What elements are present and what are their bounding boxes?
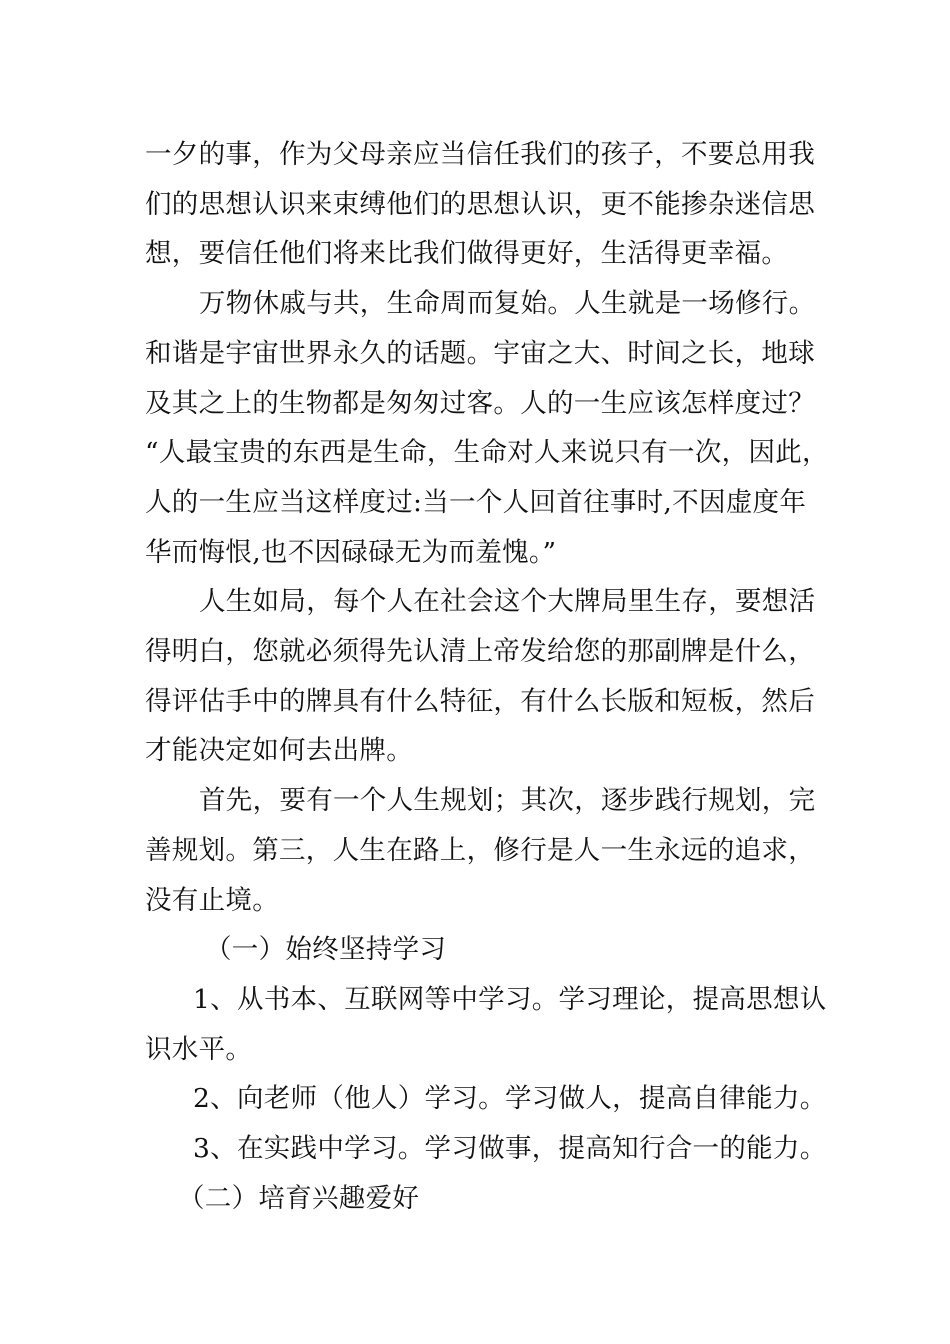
paragraph xyxy=(145,975,827,1074)
text-line: 们的思想认识来束缚他们的思想认识，更不能掺杂迷信思 xyxy=(145,188,815,220)
heading-line: （一）始终坚持学习 xyxy=(205,934,447,966)
text-line: 3、在实践中学习。学习做事，提高知行合一的能力。 xyxy=(193,1133,827,1165)
paragraph xyxy=(145,130,815,279)
text-line: 和谐是宇宙世界永久的话题。宇宙之大、时间之长，地球 xyxy=(145,337,815,369)
text-line: 善规划。第三，人生在路上，修行是人一生永远的追求， xyxy=(145,834,815,866)
text-line: 及其之上的生物都是匆匆过客。人的一生应该怎样度过？ xyxy=(145,387,815,419)
text-line: 华而悔恨,也不因碌碌无为而羞愧。” xyxy=(145,536,557,568)
text-line: 想，要信任他们将来比我们做得更好，生活得更幸福。 xyxy=(145,238,789,270)
text-line: 1、从书本、互联网等中学习。学习理论，提高思想认 xyxy=(193,983,827,1015)
text-line: 没有止境。 xyxy=(145,884,279,916)
text-line: 万物休戚与共，生命周而复始。人生就是一场修行。 xyxy=(199,288,816,320)
paragraph xyxy=(145,1124,827,1174)
text-line: 得评估手中的牌具有什么特征，有什么长版和短板，然后 xyxy=(145,685,815,717)
text-line: 识水平。 xyxy=(145,1033,253,1065)
paragraph xyxy=(145,776,816,925)
paragraph xyxy=(145,279,829,577)
section-heading xyxy=(145,1174,807,1224)
text-line: 得明白，您就必须得先认清上帝发给您的那副牌是什么， xyxy=(145,636,815,668)
text-line: 人生如局，每个人在社会这个大牌局里生存，要想活 xyxy=(199,586,816,618)
text-line: “人最宝贵的东西是生命，生命对人来说只有一次，因此， xyxy=(145,437,829,469)
paragraph xyxy=(145,1074,827,1124)
text-line: 一夕的事，作为父母亲应当信任我们的孩子，不要总用我 xyxy=(145,139,815,170)
text-line: 首先，要有一个人生规划；其次，逐步践行规划，完 xyxy=(199,785,816,817)
text-line: 才能决定如何去出牌。 xyxy=(145,735,413,767)
document-page xyxy=(145,130,829,1223)
text-line: 2、向老师（他人）学习。学习做人，提高自律能力。 xyxy=(193,1083,827,1115)
text-line: 人的一生应当这样度过:当一个人回首往事时,不因虚度年 xyxy=(145,486,807,518)
heading-line: （二）培育兴趣爱好 xyxy=(178,1182,420,1214)
paragraph xyxy=(145,577,816,776)
section-heading xyxy=(145,925,807,975)
